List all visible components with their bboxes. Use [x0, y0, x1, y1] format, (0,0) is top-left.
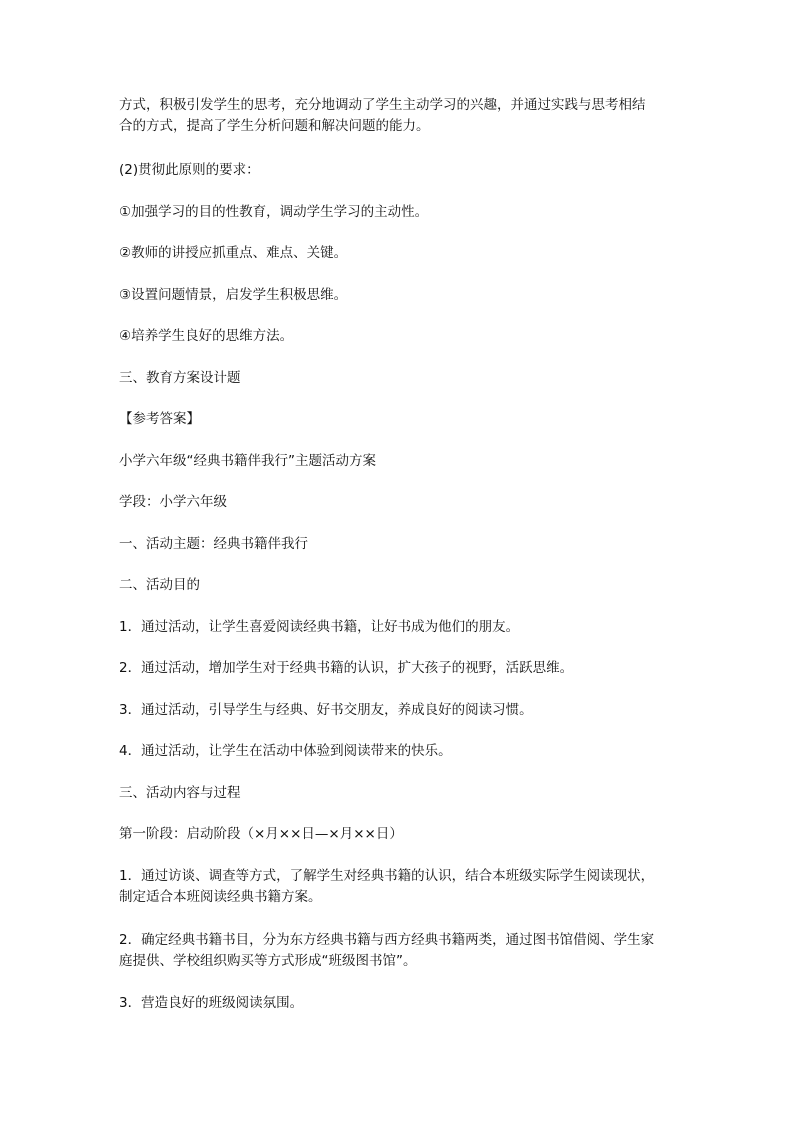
section-heading-3 [119, 368, 679, 389]
text-line: 第一阶段：启动阶段（×月××日—×月××日） [119, 826, 403, 842]
text-line: 4．通过活动，让学生在活动中体验到阅读带来的快乐。 [119, 743, 452, 759]
paragraph-requirements-heading [119, 160, 679, 181]
text-line: 1．通过活动，让学生喜爱阅读经典书籍，让好书成为他们的朋友。 [119, 619, 520, 635]
text-line: ①加强学习的目的性教育，调动学生学习的主动性。 [119, 204, 429, 220]
activity-theme [119, 534, 679, 555]
text-line: 3．营造良好的班级阅读氛围。 [119, 995, 304, 1011]
stage-one-item-1 [119, 866, 679, 908]
stage-one-item-2 [119, 930, 679, 972]
text-line: ②教师的讲授应抓重点、难点、关键。 [119, 245, 348, 261]
purpose-item-2 [119, 658, 679, 679]
text-line: 2．确定经典书籍书目，分为东方经典书籍与西方经典书籍两类，通过图书馆借阅、学生家 [119, 932, 655, 948]
text-line: 制定适合本班阅读经典书籍方案。 [119, 889, 322, 905]
text-line: 学段：小学六年级 [119, 494, 227, 510]
text-line: 2．通过活动，增加学生对于经典书籍的认识，扩大孩子的视野，活跃思维。 [119, 660, 574, 676]
text-line: ④培养学生良好的思维方法。 [119, 328, 294, 344]
plan-title [119, 451, 679, 472]
text-line: 1．通过访谈、调查等方式，了解学生对经典书籍的认识，结合本班级实际学生阅读现状， [119, 868, 655, 884]
activity-purpose-heading [119, 575, 679, 596]
text-line: 小学六年级“经典书籍伴我行”主题活动方案 [119, 453, 376, 469]
stage-one-item-3 [119, 993, 679, 1014]
stage-one-heading [119, 824, 679, 845]
purpose-item-4 [119, 741, 679, 762]
paragraph-requirement-2 [119, 243, 679, 264]
grade-level [119, 492, 679, 513]
text-line: ③设置问题情景，启发学生积极思维。 [119, 287, 348, 303]
text-line: 合的方式，提高了学生分析问题和解决问题的能力。 [119, 118, 430, 134]
paragraph-requirement-3 [119, 285, 679, 306]
text-line: 二、活动目的 [119, 577, 200, 593]
paragraph-requirement-1 [119, 202, 679, 223]
text-line: 【参考答案】 [119, 411, 200, 427]
text-line: 一、活动主题：经典书籍伴我行 [119, 536, 308, 552]
text-line: 三、活动内容与过程 [119, 785, 241, 801]
purpose-item-3 [119, 700, 679, 721]
text-line: (2)贯彻此原则的要求： [119, 162, 260, 178]
text-line: 庭提供、学校组织购买等方式形成“班级图书馆”。 [119, 953, 417, 969]
text-line: 方式，积极引发学生的思考，充分地调动了学生主动学习的兴趣，并通过实践与思考相结 [119, 97, 646, 113]
text-line: 3．通过活动，引导学生与经典、好书交朋友，养成良好的阅读习惯。 [119, 702, 533, 718]
paragraph-intro-continuation [119, 95, 679, 137]
paragraph-requirement-4 [119, 326, 679, 347]
activity-content-heading [119, 783, 679, 804]
purpose-item-1 [119, 617, 679, 638]
text-line: 三、教育方案设计题 [119, 370, 241, 386]
reference-answer-label [119, 409, 679, 430]
